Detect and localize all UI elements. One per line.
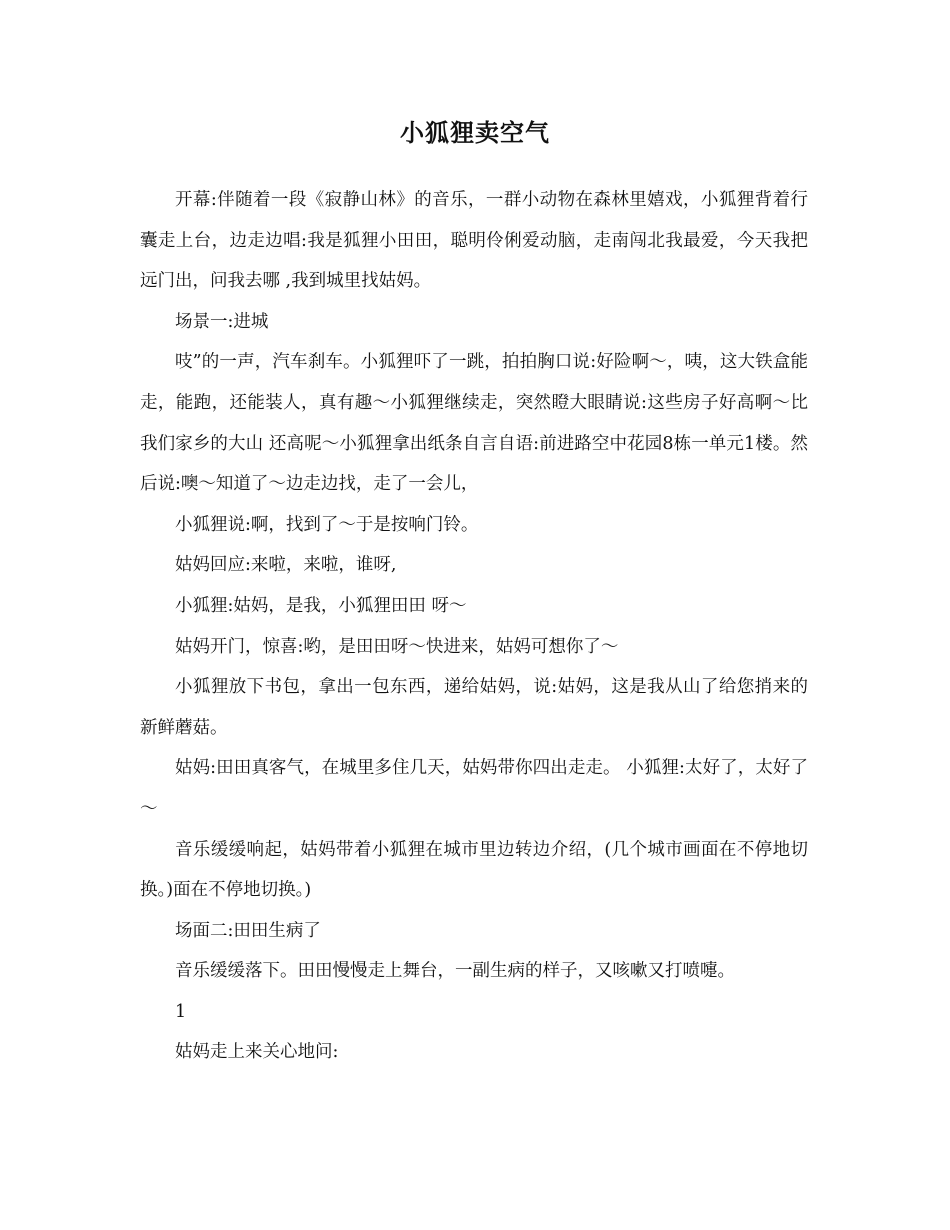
paragraph-aunt-opens-door: 姑妈开门，惊喜:哟，是田田呀～快进来，姑妈可想你了～ <box>175 636 619 657</box>
document-title: 小狐狸卖空气 <box>400 118 550 147</box>
paragraph-scene-one-heading: 场景一:进城 <box>175 311 269 332</box>
page-number: 1 <box>175 1001 187 1022</box>
paragraph-fox-answer: 小狐狸:姑妈，是我，小狐狸田田 呀～ <box>175 595 467 616</box>
paragraph-aunt-invite: 姑妈:田田真客气，在城里多住几天，姑妈带你四出走走。 小狐狸:太好了，太好了～ <box>140 758 808 819</box>
document-body <box>140 180 808 1073</box>
paragraph-mushroom-gift: 小狐狸放下书包，拿出一包东西，递给姑妈，说:姑妈，这是我从山了给您捎来的新鲜蘑菇。 <box>140 677 808 738</box>
paragraph-city-tour: 音乐缓缓响起，姑妈带着小狐狸在城市里边转边介绍，(几个城市画面在不停地切换。)面在不停地切换。) <box>140 839 808 901</box>
paragraph-aunt-reply: 姑妈回应:来啦，来啦，谁呀, <box>175 555 397 576</box>
paragraph-aunt-asks: 姑妈走上来关心地问: <box>175 1042 339 1063</box>
paragraph-opening: 开幕:伴随着一段《寂静山林》的音乐，一群小动物在森林里嬉戏，小狐狸背着行囊走上台，边走边唱:我是狐狸小田田，聪明伶俐爱动脑，走南闯北我最爱，今天我把远门出，问我去哪 ,我到城里找姑妈。 <box>140 190 808 292</box>
paragraph-tiantian-sick: 音乐缓缓落下。田田慢慢走上舞台，一副生病的样子，又咳嗽又打喷嚏。 <box>175 961 735 982</box>
paragraph-doorbell: 小狐狸说:啊，找到了～于是按响门铃。 <box>175 514 479 535</box>
paragraph-car-brake: 吱”的一声，汽车刹车。小狐狸吓了一跳，拍拍胸口说:好险啊～，咦，这大铁盒能走，能跑，还能装人，真有趣～小狐狸继续走，突然瞪大眼睛说:这些房子好高啊～比我们家乡的大山 还高呢～小狐狸拿出纸条自言自语:前进路空中花园8栋一单元1楼。然后说:噢～知道了～边走边找，走了一会儿， <box>140 352 808 495</box>
paragraph-scene-two-heading: 场面二:田田生病了 <box>175 920 321 941</box>
